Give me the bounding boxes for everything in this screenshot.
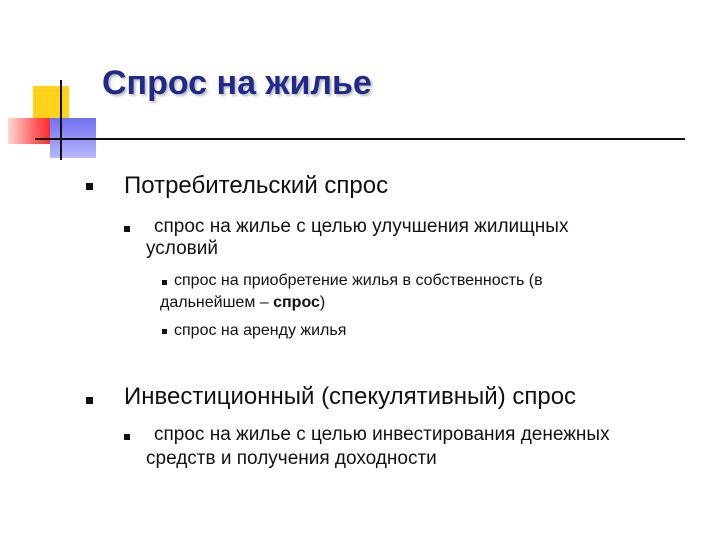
bullet-icon (86, 397, 93, 404)
item-1-sub-line2: условий (146, 238, 218, 259)
item-1-label: Потребительский спрос (124, 172, 389, 199)
bullet-icon (124, 434, 130, 440)
subitem-a-bold-word: спрос (273, 294, 320, 311)
bullet-icon (86, 183, 93, 190)
bullet-icon (124, 226, 130, 232)
item-1-sub-line1: спрос на жилье с целью улучшения жилищных (154, 216, 569, 237)
slide-title: Спрос на жилье (102, 64, 372, 102)
item-2-sub-line2: средств и получения доходности (146, 448, 437, 469)
title-underline (35, 138, 685, 140)
logo-vertical-line (60, 80, 62, 160)
bullet-icon (162, 329, 167, 334)
subitem-a-prefix: дальнейшем – (160, 294, 274, 311)
subitem-a-suffix: ) (319, 294, 326, 311)
item-2-label: Инвестиционный (спекулятивный) спрос (124, 383, 577, 410)
item-2-sub-line1: спрос на жилье с целью инвестирования денежных (154, 424, 610, 445)
bullet-icon (162, 280, 167, 285)
item-1-subitem-b: спрос на аренду жилья (174, 322, 347, 339)
item-1-subitem-a-line2 (160, 292, 325, 314)
item-1-subitem-a-line1: спрос на приобретение жилья в собственность (в (174, 272, 543, 289)
logo-red-bar (8, 118, 50, 144)
logo-yellow-square (33, 86, 69, 120)
